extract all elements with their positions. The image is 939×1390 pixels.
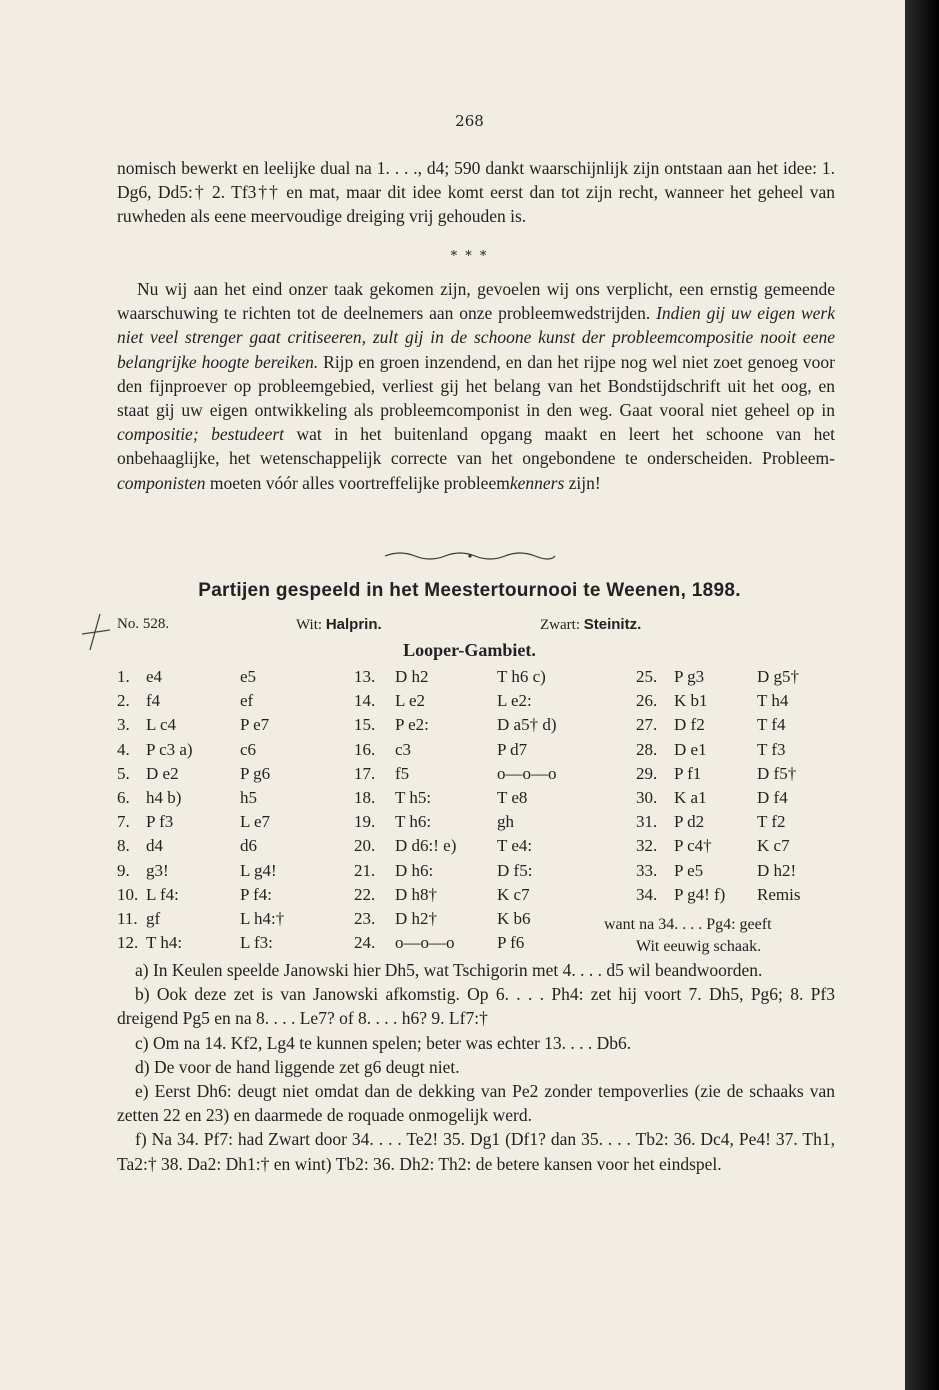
- page-edge-shadow: [905, 0, 939, 1390]
- move-num-1-7: 7.: [117, 812, 130, 832]
- move-white-2-11: D h2†: [395, 909, 438, 928]
- move-black-2-7: gh: [497, 812, 514, 832]
- page-number: 268: [455, 112, 484, 130]
- footnote-c: c) Om na 14. Kf2, Lg4 te kunnen spelen; beter was echter 13. . . . Db6.: [135, 1032, 632, 1053]
- move-white-2-5: f5: [395, 763, 410, 783]
- move-white-3-9: P e5: [674, 860, 704, 880]
- move-black-2-10: K c7: [497, 884, 530, 904]
- move-black-3-6: D f4: [757, 788, 788, 807]
- para2-italic-2: compositie; bestudeert: [117, 424, 285, 445]
- move-black-2-12: P f6: [497, 933, 525, 953]
- section-title: Partijen gespeeld in het Meestertournooi te Weenen, 1898.: [198, 580, 741, 601]
- move-white-2-1: D h2: [395, 667, 429, 686]
- move-white-2-8: D d6:! e): [395, 836, 457, 856]
- move-white-1-4: P c3 a): [146, 739, 193, 759]
- move-black-1-6: h5: [240, 788, 257, 807]
- move-num-3-8: 32.: [636, 836, 658, 856]
- move-white-3-5: P f1: [674, 763, 702, 783]
- move-num-2-11: 23.: [354, 909, 376, 928]
- para2-part-5: zijn!: [564, 472, 601, 493]
- move-black-3-8: K c7: [757, 836, 790, 856]
- move-black-2-6: T e8: [497, 788, 528, 807]
- move-black-1-4: c6: [240, 739, 257, 759]
- move-black-3-3: T f4: [757, 715, 786, 735]
- move-black-3-5: D f5†: [757, 763, 797, 783]
- move-black-2-11: K b6: [497, 909, 531, 928]
- move-black-2-9: D f5:: [497, 860, 533, 880]
- move-white-3-10: P g4! f): [674, 884, 726, 904]
- move-white-2-3: P e2:: [395, 715, 429, 735]
- move-white-3-1: P g3: [674, 667, 705, 686]
- move-num-2-6: 18.: [354, 788, 376, 807]
- para2-italic-4: kenners: [509, 472, 565, 493]
- move-num-1-9: 9.: [117, 860, 130, 880]
- move-num-1-4: 4.: [117, 739, 130, 759]
- intro-paragraph: [117, 156, 835, 229]
- move-white-1-3: L c4: [146, 715, 177, 735]
- para2-part-3: wat in het buitenland opgang maakt en leert het schoone van het onbehaaglijke, het wetenschappelijk correcte van het ongebondene te onderscheiden. Probleem-: [117, 424, 835, 469]
- move-num-2-4: 16.: [354, 739, 376, 759]
- move-num-1-5: 5.: [117, 763, 130, 783]
- move-white-3-4: D e1: [674, 739, 707, 759]
- move-num-2-10: 22.: [354, 884, 376, 904]
- move-white-3-8: P c4†: [674, 836, 712, 856]
- move-black-1-11: L h4:†: [240, 909, 285, 928]
- move-white-1-7: P f3: [146, 812, 174, 832]
- move-num-2-12: 24.: [354, 933, 376, 953]
- move-white-2-9: D h6:: [395, 860, 434, 880]
- move-num-3-4: 28.: [636, 739, 658, 759]
- move-black-1-12: L f3:: [240, 933, 273, 953]
- move-black-1-2: ef: [240, 691, 254, 711]
- move-black-1-8: d6: [240, 836, 257, 856]
- move-white-1-6: h4 b): [146, 788, 182, 807]
- move-black-3-10: Remis: [757, 884, 801, 904]
- game-number: No. 528.: [117, 616, 170, 632]
- move-black-3-9: D h2!: [757, 860, 797, 880]
- move-black-2-8: T e4:: [497, 836, 533, 856]
- para2-part-1: Nu wij aan het eind onzer taak gekomen zijn, gevoelen wij ons verplicht, een ernstig gemeende waarschuwing te richten tot de deelnemers aan onze probleemwedstrijden.: [117, 279, 835, 324]
- move-num-2-7: 19.: [354, 812, 376, 832]
- move-white-1-1: e4: [146, 667, 163, 686]
- move-white-1-10: L f4:: [146, 884, 179, 904]
- move-white-1-2: f4: [146, 691, 161, 711]
- footnote-b: b) Ook deze zet is van Janowski afkomstig. Op 6. . . . Ph4: zet hij voort 7. Dh5, Pg6; 8. Pf3 dreigend Pg5 en na 8. . . . Le7? of 8. . . . h6? 9. Lf7:†: [117, 984, 835, 1029]
- move-white-2-12: o—o—o: [395, 933, 455, 953]
- black-player: Zwart: Steinitz.: [540, 616, 642, 633]
- move-white-2-10: D h8†: [395, 884, 438, 904]
- intro-text: nomisch bewerkt en leelijke dual na 1. . . ., d4; 590 dankt waarschijnlijk zijn ontstaan aan het idee: 1. Dg6, Dd5:† 2. Tf3†† en mat, maar dit idee komt eerst dan tot zijn recht, wanneer het geheel van ruwheden als eene meervoudige dreiging vrij gehouden is.: [117, 158, 835, 227]
- move-black-3-4: T f3: [757, 739, 786, 759]
- para2-italic-1: Indien gij uw eigen werk niet veel strenger gaat critiseeren, zult gij in de schoone kunst der probleemcompositie nooit eene belangrijke hoogte bereiken.: [117, 303, 835, 372]
- move-black-2-1: T h6 c): [497, 667, 546, 686]
- move-num-3-10: 34.: [636, 884, 658, 904]
- move-white-2-2: L e2: [395, 691, 426, 711]
- move-black-1-3: P e7: [240, 715, 270, 735]
- footnote-e: e) Eerst Dh6: deugt niet omdat dan de dekking van Pe2 zonder tempoverlies (zie de schaaks van zetten 22 en 23) en daarmede de roquade onmogelijk werd.: [117, 1081, 835, 1126]
- footnote-d: d) De voor de hand liggende zet g6 deugt niet.: [135, 1056, 460, 1077]
- footnotes: [117, 958, 835, 1176]
- move-num-3-5: 29.: [636, 763, 658, 783]
- move-white-2-6: T h5:: [395, 788, 432, 807]
- opening-name: Looper-Gambiet.: [403, 640, 536, 660]
- move-black-3-1: D g5†: [757, 667, 800, 686]
- warning-paragraph: [117, 277, 835, 495]
- move-white-1-5: D e2: [146, 763, 179, 783]
- move-num-2-5: 17.: [354, 763, 376, 783]
- move-num-3-9: 33.: [636, 860, 658, 880]
- move-white-2-7: T h6:: [395, 812, 432, 832]
- remis-note-2: Wit eeuwig schaak.: [636, 938, 762, 955]
- move-black-2-3: D a5† d): [497, 715, 557, 735]
- para2-part-4: moeten vóór alles voortreffelijke probleem: [205, 472, 510, 493]
- move-num-1-3: 3.: [117, 715, 130, 735]
- move-num-3-7: 31.: [636, 812, 658, 832]
- move-white-3-6: K a1: [674, 788, 707, 807]
- move-num-2-2: 14.: [354, 691, 376, 711]
- move-white-2-4: c3: [395, 739, 412, 759]
- white-player: Wit: Halprin.: [296, 616, 382, 633]
- ornament-divider: [380, 548, 560, 562]
- move-num-1-8: 8.: [117, 836, 130, 856]
- move-num-2-8: 20.: [354, 836, 376, 856]
- move-black-3-2: T h4: [757, 691, 789, 711]
- move-white-1-11: gf: [146, 909, 161, 928]
- move-black-2-4: P d7: [497, 739, 528, 759]
- remis-note-1: want na 34. . . . Pg4: geeft: [604, 916, 772, 933]
- move-white-3-3: D f2: [674, 715, 705, 735]
- move-white-1-8: d4: [146, 836, 163, 856]
- move-black-1-10: P f4:: [240, 884, 272, 904]
- move-num-1-6: 6.: [117, 788, 130, 807]
- move-black-2-5: o—o—o: [497, 763, 557, 783]
- footnote-f: f) Na 34. Pf7: had Zwart door 34. . . . Te2! 35. Dg1 (Df1? dan 35. . . . Tb2: 36. Dc4, Pe4! 37. Th1, Ta2:† 38. Da2: Dh1:† en wint) Tb2: 36. Dh2: Th2: de betere kansen voor het eindspel.: [117, 1129, 835, 1174]
- move-num-1-11: 11.: [117, 909, 138, 928]
- move-black-1-9: L g4!: [240, 860, 277, 880]
- footnote-a: a) In Keulen speelde Janowski hier Dh5, wat Tschigorin met 4. . . . d5 wil beandwoorden.: [135, 960, 763, 980]
- move-num-2-1: 13.: [354, 667, 376, 686]
- para2-italic-3: componisten: [117, 472, 206, 493]
- move-num-2-9: 21.: [354, 860, 376, 880]
- para2-part-2: Rijp en groen inzendend, en dan het rijpe nog wel niet zoet genoeg voor den fijnproever op probleemgebied, verliest gij het belang van het Bondstijdschrift uit het oog, en staat gij uw eigen ontwikkeling als probleemcomponist in den weg. Gaat vooral niet geheel op in: [117, 351, 835, 421]
- move-black-1-1: e5: [240, 667, 257, 686]
- move-white-3-7: P d2: [674, 812, 705, 832]
- move-num-1-2: 2.: [117, 691, 130, 711]
- move-num-3-2: 26.: [636, 691, 658, 711]
- move-black-2-2: L e2:: [497, 691, 532, 711]
- move-num-3-6: 30.: [636, 788, 658, 807]
- move-num-1-1: 1.: [117, 667, 130, 686]
- move-black-1-7: L e7: [240, 812, 271, 832]
- section-stars: * * *: [450, 249, 489, 264]
- move-num-3-3: 27.: [636, 715, 658, 735]
- move-num-1-12: 12.: [117, 933, 139, 953]
- move-white-1-12: T h4:: [146, 933, 183, 953]
- move-black-3-7: T f2: [757, 812, 786, 832]
- move-num-2-3: 15.: [354, 715, 376, 735]
- move-num-3-1: 25.: [636, 667, 658, 686]
- move-white-3-2: K b1: [674, 691, 708, 711]
- move-num-1-10: 10.: [117, 884, 139, 904]
- move-black-1-5: P g6: [240, 763, 271, 783]
- move-white-1-9: g3!: [146, 860, 169, 880]
